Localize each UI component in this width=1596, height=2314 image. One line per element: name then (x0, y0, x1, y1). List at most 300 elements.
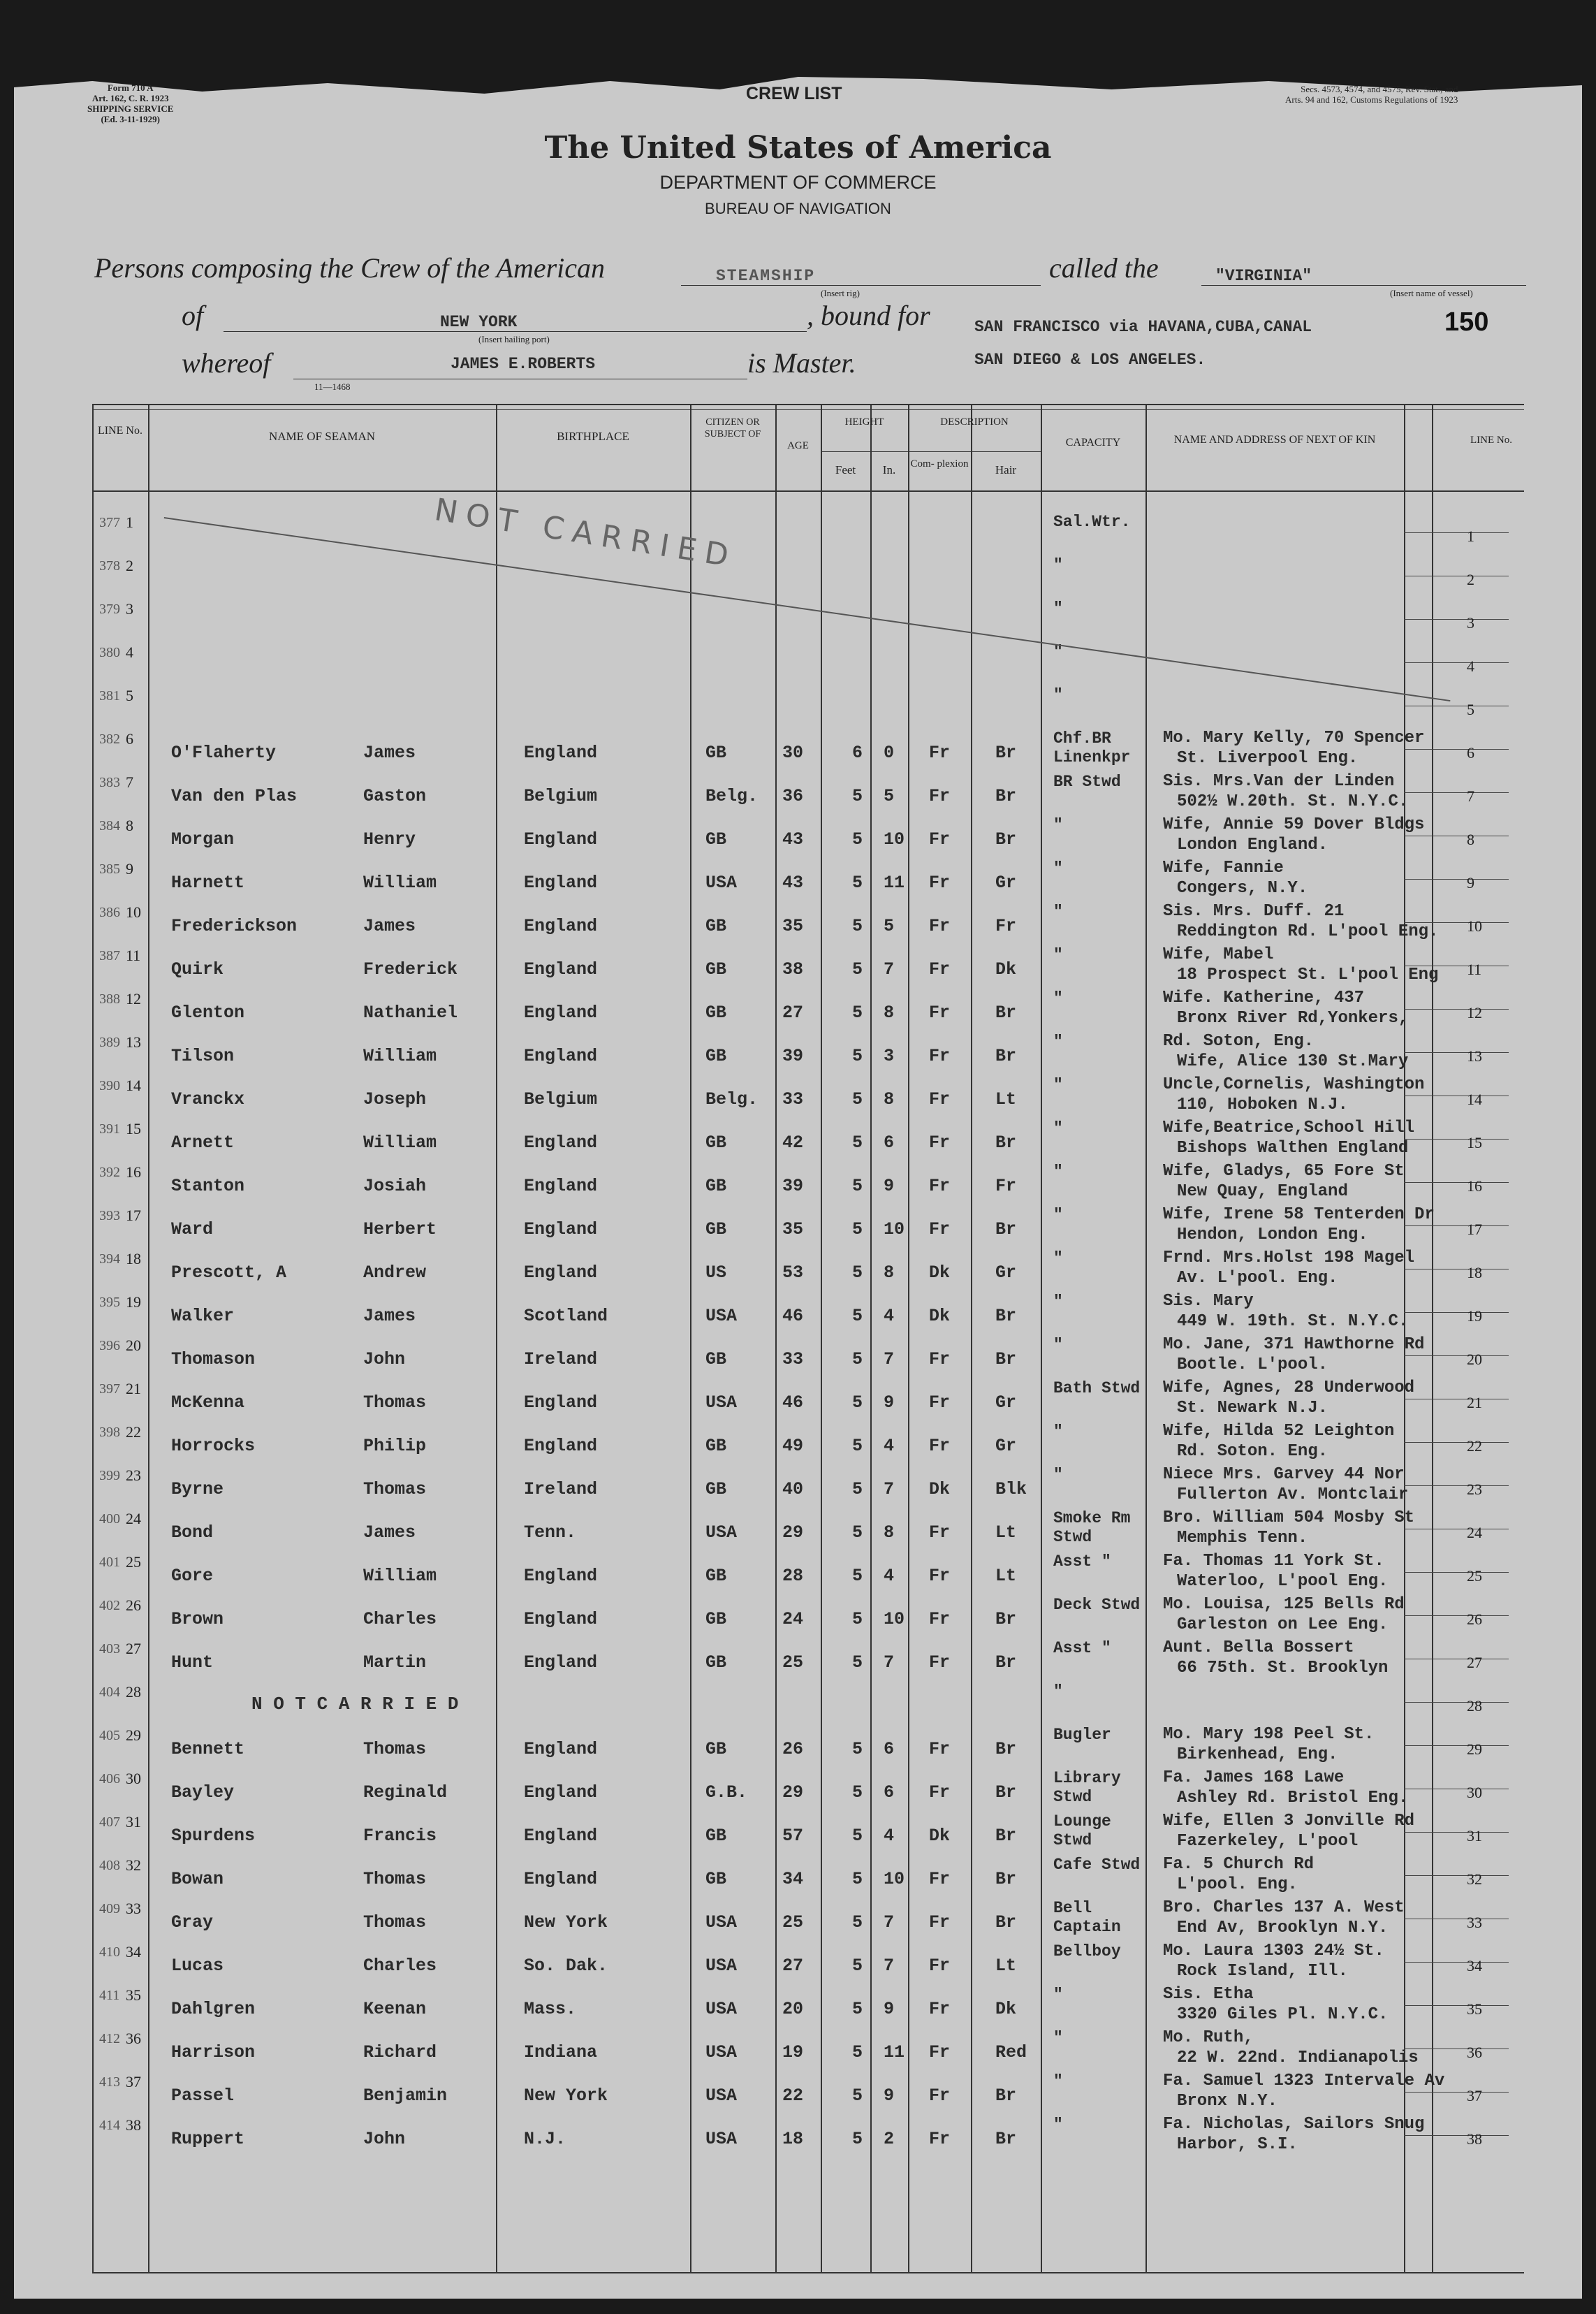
header-height: HEIGHT (844, 416, 884, 428)
kin-line1: Uncle,Cornelis, Washington (1163, 1075, 1425, 1094)
kin-line1: Fa. Nicholas, Sailors Snug (1163, 2115, 1425, 2134)
seaman-given-name: Frederick (363, 959, 458, 980)
height-feet: 5 (852, 1176, 863, 1196)
row-line-number-right: 22 (1467, 1437, 1482, 1455)
complexion: Fr (929, 2086, 951, 2106)
capacity: " (1053, 1682, 1063, 1701)
complexion: Fr (929, 743, 951, 763)
row-line-number-right: 28 (1467, 1697, 1482, 1715)
birthplace: Mass. (524, 1999, 577, 2019)
capacity: " (1053, 1163, 1063, 1181)
birthplace: New York (524, 1912, 608, 1933)
row-line-number: 34 (126, 1943, 141, 1960)
citizenship: GB (705, 1566, 727, 1586)
kin-line1: Mo. Mary Kelly, 70 Spencer (1163, 729, 1425, 748)
birthplace: England (524, 1566, 598, 1586)
row-rule (1404, 1225, 1509, 1226)
row-rule (1404, 2092, 1509, 2093)
capacity: " (1053, 946, 1063, 964)
height-feet: 5 (852, 1349, 863, 1369)
header-inches: In. (882, 463, 896, 476)
hair: Red (995, 2042, 1027, 2062)
port-note: (Insert hailing port) (478, 334, 550, 344)
height-inches: 4 (884, 1826, 895, 1846)
height-inches: 7 (884, 1479, 895, 1499)
capacity: " (1053, 816, 1063, 834)
citizenship: Belg. (705, 1089, 759, 1109)
birthplace: England (524, 1869, 598, 1889)
birthplace: England (524, 829, 598, 850)
citizenship: USA (705, 2129, 738, 2149)
hair: Gr (995, 1392, 1017, 1413)
row-line-number: 29 (126, 1726, 141, 1744)
kin-line1: Fa. Thomas 11 York St. (1163, 1552, 1384, 1571)
seaman-given-name: Nathaniel (363, 1003, 458, 1023)
kin-line2: Hendon, London Eng. (1177, 1225, 1368, 1244)
capacity: " (1053, 1033, 1063, 1051)
complexion: Fr (929, 916, 951, 936)
column-divider (908, 404, 909, 2272)
row-index: 396 (99, 1338, 120, 1353)
height-feet: 5 (852, 829, 863, 850)
citizenship: US (705, 1262, 727, 1283)
capacity: " (1053, 556, 1063, 574)
row-line-number: 14 (126, 1077, 141, 1094)
capacity: " (1053, 2072, 1063, 2090)
rig-value: STEAMSHIP (716, 267, 816, 285)
seaman-surname: Quirk (171, 959, 224, 980)
citizenship: Belg. (705, 786, 759, 806)
complexion: Fr (929, 1003, 951, 1023)
kin-line1: Bro. Charles 137 A. West (1163, 1898, 1405, 1917)
kin-line2: Av. L'pool. Eng. (1177, 1269, 1338, 1288)
height-feet: 5 (852, 1392, 863, 1413)
row-index: 382 (99, 732, 120, 747)
birthplace: Tenn. (524, 1522, 577, 1543)
row-line-number: 35 (126, 1986, 141, 2004)
kin-line1: Wife. Katherine, 437 (1163, 989, 1365, 1007)
seaman-surname: Lucas (171, 1956, 224, 1976)
row-line-number-right: 8 (1467, 831, 1474, 848)
seaman-surname: Gray (171, 1912, 214, 1933)
header-description: DESCRIPTION (940, 416, 1009, 428)
citizenship: GB (705, 1349, 727, 1369)
birthplace: England (524, 1219, 598, 1239)
complexion: Fr (929, 1046, 951, 1066)
row-line-number-right: 2 (1467, 571, 1474, 588)
seaman-surname: Morgan (171, 829, 235, 850)
capacity: Library Stwd (1053, 1769, 1121, 1806)
master-name: JAMES E.ROBERTS (451, 355, 596, 373)
kin-line2: Bronx River Rd,Yonkers, (1177, 1009, 1409, 1028)
row-line-number: 25 (126, 1553, 141, 1571)
age: 20 (782, 1999, 804, 2019)
height-feet: 5 (852, 916, 863, 936)
row-line-number: 3 (126, 600, 133, 618)
seaman-given-name: Richard (363, 2042, 437, 2062)
hair: Br (995, 743, 1017, 763)
row-rule (1404, 2005, 1509, 2006)
age: 19 (782, 2042, 804, 2062)
row-line-number-right: 11 (1467, 961, 1482, 978)
crew-list-sheet (14, 77, 1582, 2299)
height-feet: 5 (852, 1566, 863, 1586)
capacity: " (1053, 859, 1063, 878)
header-bottom-border (92, 490, 1524, 492)
capacity: " (1053, 1119, 1063, 1137)
age: 27 (782, 1956, 804, 1976)
row-index: 394 (99, 1251, 120, 1267)
row-index: 401 (99, 1555, 120, 1570)
legal-reference (1285, 84, 1458, 105)
row-rule (1404, 1312, 1509, 1313)
age: 34 (782, 1869, 804, 1889)
capacity: Sal.Wtr. (1053, 513, 1131, 531)
complexion: Fr (929, 873, 951, 893)
height-feet: 5 (852, 1782, 863, 1803)
birthplace: England (524, 1262, 598, 1283)
header-birthplace: BIRTHPLACE (557, 430, 629, 443)
citizenship: GB (705, 1219, 727, 1239)
header-capacity: CAPACITY (1065, 437, 1121, 449)
citizenship: GB (705, 1739, 727, 1759)
seaman-given-name: Andrew (363, 1262, 427, 1283)
rig-underline (681, 285, 1041, 286)
hair: Gr (995, 1436, 1017, 1456)
seaman-given-name: William (363, 873, 437, 893)
complexion: Dk (929, 1306, 951, 1326)
citizenship: GB (705, 1479, 727, 1499)
citizenship: USA (705, 1392, 738, 1413)
citizenship: GB (705, 829, 727, 850)
seaman-surname: Horrocks (171, 1436, 256, 1456)
kin-line2: 449 W. 19th. St. N.Y.C. (1177, 1312, 1409, 1331)
age: 29 (782, 1782, 804, 1803)
kin-line2: Garleston on Lee Eng. (1177, 1615, 1389, 1634)
kin-line2: Harbor, S.I. (1177, 2135, 1298, 2154)
complexion: Fr (929, 1652, 951, 1673)
birthplace: England (524, 1826, 598, 1846)
height-inches: 8 (884, 1262, 895, 1283)
row-line-number: 4 (126, 643, 133, 661)
vessel-underline (1201, 285, 1526, 286)
age: 33 (782, 1349, 804, 1369)
row-index: 408 (99, 1858, 120, 1873)
header-kin: NAME AND ADDRESS OF NEXT OF KIN (1173, 434, 1376, 446)
row-index: 400 (99, 1511, 120, 1527)
kin-line1: Mo. Jane, 371 Hawthorne Rd (1163, 1335, 1425, 1354)
hair: Dk (995, 1999, 1017, 2019)
age: 53 (782, 1262, 804, 1283)
height-feet: 5 (852, 1089, 863, 1109)
citizenship: USA (705, 1522, 738, 1543)
hair: Gr (995, 1262, 1017, 1283)
row-line-number-right: 37 (1467, 2087, 1482, 2104)
age: 49 (782, 1436, 804, 1456)
kin-line1: Mo. Louisa, 125 Bells Rd (1163, 1595, 1405, 1614)
height-inches: 10 (884, 1609, 905, 1629)
crew-list-label: CREW LIST (746, 84, 842, 103)
height-feet: 5 (852, 1826, 863, 1846)
height-feet: 5 (852, 786, 863, 806)
seaman-given-name: Charles (363, 1956, 437, 1976)
row-line-number: 19 (126, 1293, 141, 1311)
capacity: " (1053, 1466, 1063, 1484)
height-feet: 5 (852, 1046, 863, 1066)
hair: Br (995, 1652, 1017, 1673)
row-index: 384 (99, 818, 120, 834)
row-line-number: 18 (126, 1250, 141, 1267)
citizenship: USA (705, 1956, 738, 1976)
kin-line1: Mo. Laura 1303 24½ St. (1163, 1942, 1384, 1960)
seaman-given-name: Thomas (363, 1869, 427, 1889)
capacity: " (1053, 643, 1063, 661)
kin-line2: New Quay, England (1177, 1182, 1348, 1201)
complexion: Dk (929, 1479, 951, 1499)
capacity: Lounge Stwd (1053, 1812, 1111, 1849)
row-line-number-right: 32 (1467, 1870, 1482, 1888)
bureau-title: BUREAU OF NAVIGATION (705, 200, 891, 217)
birthplace: Ireland (524, 1479, 598, 1499)
complexion: Fr (929, 1609, 951, 1629)
birthplace: N.J. (524, 2129, 566, 2149)
header-citizen: CITIZEN OR SUBJECT OF (704, 417, 761, 439)
row-rule (1404, 792, 1509, 793)
row-index: 378 (99, 558, 120, 574)
complexion: Fr (929, 1522, 951, 1543)
row-rule (1404, 1182, 1509, 1183)
column-divider (971, 404, 972, 2272)
row-line-number-right: 13 (1467, 1047, 1482, 1065)
age: 33 (782, 1089, 804, 1109)
row-index: 402 (99, 1598, 120, 1613)
age: 38 (782, 959, 804, 980)
row-line-number: 37 (126, 2073, 141, 2090)
birthplace: Indiana (524, 2042, 598, 2062)
height-inches: 6 (884, 1739, 895, 1759)
header-feet: Feet (835, 463, 856, 476)
form-info (87, 82, 173, 124)
hair: Gr (995, 873, 1017, 893)
row-line-number: 22 (126, 1423, 141, 1441)
hair: Br (995, 1046, 1017, 1066)
complexion: Fr (929, 1782, 951, 1803)
form-number: Form 710 A (107, 82, 154, 93)
kin-line2: St. Liverpool Eng. (1177, 749, 1359, 768)
kin-line2: 110, Hoboken N.J. (1177, 1096, 1348, 1114)
row-rule (1404, 619, 1509, 620)
row-line-number: 13 (126, 1033, 141, 1051)
age: 25 (782, 1912, 804, 1933)
kin-line2: Birkenhead, Eng. (1177, 1745, 1338, 1764)
not-carried-row28: N O T C A R R I E D (251, 1694, 459, 1715)
column-divider (870, 404, 872, 2272)
kin-line1: Wife, Agnes, 28 Underwood (1163, 1378, 1415, 1397)
complexion: Fr (929, 1436, 951, 1456)
row-index: 387 (99, 948, 120, 963)
hair: Br (995, 829, 1017, 850)
seaman-surname: Thomason (171, 1349, 256, 1369)
age: 36 (782, 786, 804, 806)
form-line1: Art. 162, C. R. 1923 (91, 93, 169, 103)
row-index: 388 (99, 991, 120, 1007)
capacity: " (1053, 1206, 1063, 1224)
row-index: 405 (99, 1728, 120, 1743)
row-index: 413 (99, 2074, 120, 2090)
row-rule (1404, 1615, 1509, 1616)
kin-line2: Ashley Rd. Bristol Eng. (1177, 1789, 1409, 1807)
capacity: Asst " (1053, 1639, 1111, 1657)
capacity: Smoke Rm Stwd (1053, 1509, 1131, 1546)
form-line2: SHIPPING SERVICE (87, 103, 174, 114)
kin-line1: Rd. Soton, Eng. (1163, 1032, 1315, 1051)
row-index: 392 (99, 1165, 120, 1180)
kin-line2: Wife, Alice 130 St.Mary (1177, 1052, 1409, 1071)
kin-line2: Memphis Tenn. (1177, 1529, 1308, 1548)
birthplace: England (524, 1003, 598, 1023)
age: 25 (782, 1652, 804, 1673)
row-line-number: 30 (126, 1770, 141, 1787)
seaman-surname: Dahlgren (171, 1999, 256, 2019)
row-rule (1404, 1832, 1509, 1833)
seaman-given-name: William (363, 1566, 437, 1586)
row-line-number: 12 (126, 990, 141, 1007)
row-rule (1404, 1355, 1509, 1356)
citizenship: GB (705, 1826, 727, 1846)
complexion: Fr (929, 829, 951, 850)
column-divider (1145, 404, 1147, 2272)
row-line-number-right: 16 (1467, 1177, 1482, 1195)
seaman-surname: Glenton (171, 1003, 245, 1023)
capacity: " (1053, 1249, 1063, 1267)
height-inches: 7 (884, 959, 895, 980)
seaman-surname: O'Flaherty (171, 743, 277, 763)
height-feet: 5 (852, 1609, 863, 1629)
header-line-no-right: LINE No. (1470, 435, 1512, 446)
row-line-number: 17 (126, 1207, 141, 1224)
seaman-given-name: John (363, 2129, 406, 2149)
row-rule (1404, 1052, 1509, 1053)
row-index: 377 (99, 515, 120, 530)
seaman-given-name: Henry (363, 829, 416, 850)
header-age: AGE (787, 440, 809, 451)
column-divider (148, 404, 149, 2272)
height-inches: 2 (884, 2129, 895, 2149)
seaman-given-name: Joseph (363, 1089, 427, 1109)
seaman-given-name: James (363, 1522, 416, 1543)
age: 24 (782, 1609, 804, 1629)
capacity: Bellboy (1053, 1942, 1121, 1960)
row-index: 406 (99, 1771, 120, 1787)
age: 43 (782, 873, 804, 893)
kin-line1: Wife, Gladys, 65 Fore St (1163, 1162, 1405, 1181)
hair: Fr (995, 1176, 1017, 1196)
row-line-number: 27 (126, 1640, 141, 1657)
kin-line2: Rd. Soton. Eng. (1177, 1442, 1328, 1461)
row-index: 407 (99, 1814, 120, 1830)
seaman-given-name: Gaston (363, 786, 427, 806)
hair: Lt (995, 1522, 1017, 1543)
hair: Br (995, 1219, 1017, 1239)
seaman-surname: Bennett (171, 1739, 245, 1759)
kin-line1: Wife, Irene 58 Tenterden Dr (1163, 1205, 1435, 1224)
kin-line1: Sis. Mary (1163, 1292, 1254, 1311)
height-feet: 5 (852, 1956, 863, 1976)
row-index: 389 (99, 1035, 120, 1050)
row-line-number-right: 20 (1467, 1351, 1482, 1368)
kin-line2: 18 Prospect St. L'pool Eng (1177, 966, 1439, 984)
hair: Br (995, 1349, 1017, 1369)
age: 35 (782, 916, 804, 936)
column-divider (1041, 404, 1042, 2272)
capacity: " (1053, 903, 1063, 921)
height-feet: 5 (852, 1869, 863, 1889)
row-rule (1404, 1962, 1509, 1963)
kin-line1: Sis. Etha (1163, 1985, 1254, 2004)
vessel-note: (Insert name of vessel) (1390, 288, 1473, 298)
height-inches: 10 (884, 1219, 905, 1239)
hair: Br (995, 1782, 1017, 1803)
destination-line2: SAN DIEGO & LOS ANGELES. (974, 351, 1206, 369)
department-title: DEPARTMENT OF COMMERCE (659, 172, 937, 193)
age: 43 (782, 829, 804, 850)
capacity: " (1053, 1336, 1063, 1354)
column-divider (1432, 404, 1433, 2272)
complexion: Fr (929, 1349, 951, 1369)
height-feet: 5 (852, 1522, 863, 1543)
hair: Br (995, 786, 1017, 806)
row-line-number-right: 21 (1467, 1394, 1482, 1411)
birthplace: So. Dak. (524, 1956, 608, 1976)
birthplace: England (524, 1739, 598, 1759)
row-line-number-right: 17 (1467, 1221, 1482, 1238)
age: 42 (782, 1133, 804, 1153)
row-index: 391 (99, 1121, 120, 1137)
seaman-given-name: James (363, 1306, 416, 1326)
row-index: 395 (99, 1295, 120, 1310)
age: 27 (782, 1003, 804, 1023)
birthplace: Scotland (524, 1306, 608, 1326)
seaman-surname: Hunt (171, 1652, 214, 1673)
age: 22 (782, 2086, 804, 2106)
seaman-surname: Walker (171, 1306, 235, 1326)
kin-line1: Sis. Mrs.Van der Linden (1163, 772, 1395, 791)
age: 26 (782, 1739, 804, 1759)
row-index: 399 (99, 1468, 120, 1483)
capacity: " (1053, 686, 1063, 704)
row-rule (1404, 662, 1509, 663)
birthplace: Belgium (524, 1089, 598, 1109)
hair: Br (995, 1133, 1017, 1153)
seaman-given-name: Martin (363, 1652, 427, 1673)
seaman-given-name: Thomas (363, 1739, 427, 1759)
height-inches: 3 (884, 1046, 895, 1066)
height-feet: 5 (852, 1912, 863, 1933)
age: 29 (782, 1522, 804, 1543)
row-rule (1404, 1485, 1509, 1486)
row-line-number: 32 (126, 1856, 141, 1874)
citizenship: USA (705, 2042, 738, 2062)
row-line-number: 5 (126, 687, 133, 704)
birthplace: New York (524, 2086, 608, 2106)
citizenship: GB (705, 1176, 727, 1196)
birthplace: England (524, 1133, 598, 1153)
capacity: BR Stwd (1053, 773, 1121, 791)
capacity: " (1053, 2116, 1063, 2134)
height-feet: 5 (852, 873, 863, 893)
seaman-surname: Van den Plas (171, 786, 298, 806)
capacity: " (1053, 1986, 1063, 2004)
